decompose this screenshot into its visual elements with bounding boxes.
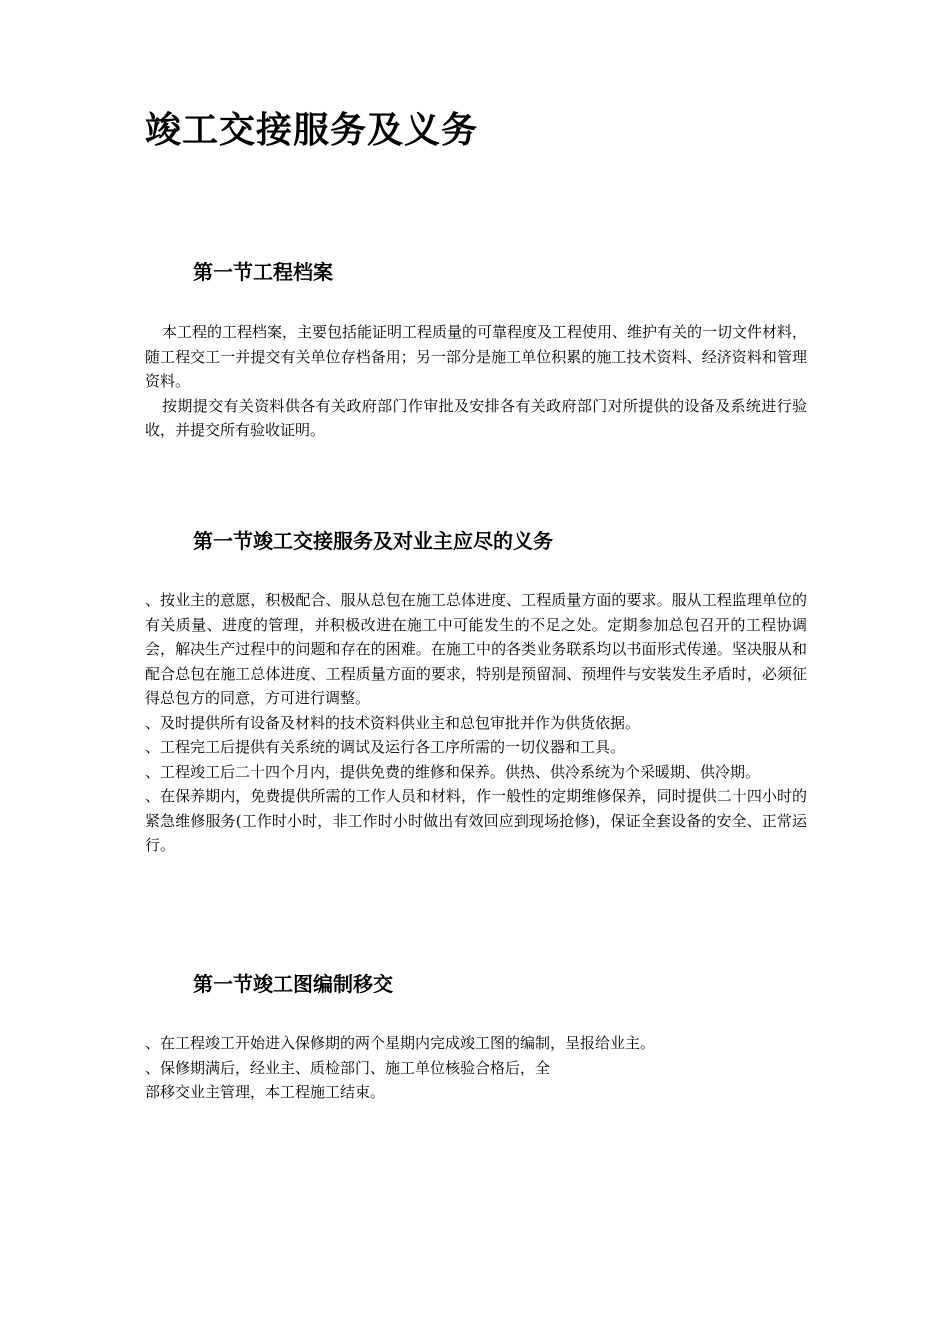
section-heading-as-built-drawings: 第一节竣工图编制移交	[193, 972, 393, 996]
list-item: 、及时提供所有设备及材料的技术资料供业主和总包审批并作为供货依据。	[145, 713, 641, 732]
list-item: 、工程竣工后二十四个月内，提供免费的维修和保养。供热、供冷系统为个采暖期、供冷期。	[145, 762, 761, 781]
section-body-handover-duties	[145, 588, 807, 858]
paragraph: 本工程的工程档案，主要包括能证明工程质量的可靠程度及工程使用、维护有关的一切文件材料，随工程交工一并提交有关单位存档备用；另一部分是施工单位积累的施工技术资料、经济资料和管理资料。	[145, 323, 808, 390]
list-item: 、保修期满后，经业主、质检部门、施工单位核验合格后，全	[145, 1058, 551, 1077]
list-item: 、在工程竣工开始进入保修期的两个星期内完成竣工图的编制，呈报给业主。	[145, 1034, 656, 1052]
list-item: 、按业主的意愿，积极配合、服从总包在施工总体进度、工程质量方面的要求。服从工程监理单位的有关质量、进度的管理，并积极改进在施工中可能发生的不足之处。定期参加总包召开的工程协调会，解决生产过程中的问题和存在的困难。在施工中的各类业务联系均以书面形式传递。坚决服从和配合总包在施工总体进度、工程质量方面的要求，特别是预留洞、预埋件与安装发生矛盾时，必须征得总包方的同意，方可进行调整。	[145, 591, 807, 707]
paragraph: 按期提交有关资料供各有关政府部门作审批及安排各有关政府部门对所提供的设备及系统进行验收，并提交所有验收证明。	[145, 396, 807, 439]
list-item: 、在保养期内，免费提供所需的工作人员和材料，作一般性的定期维修保养，同时提供二十四小时的紧急维修服务(工作时小时，非工作时小时做出有效回应到现场抢修)，保证全套设备的安全、正常运行。	[145, 787, 807, 854]
section-body-as-built-drawings	[145, 1031, 807, 1105]
section-body-archives	[145, 320, 807, 443]
document-title: 竣工交接服务及义务	[145, 109, 479, 151]
list-item: 、工程完工后提供有关系统的调试及运行各工序所需的一切仪器和工具。	[145, 738, 626, 756]
section-heading-handover-duties: 第一节竣工交接服务及对业主应尽的义务	[193, 529, 553, 553]
section-heading-archives: 第一节工程档案	[193, 260, 333, 284]
list-item: 部移交业主管理，本工程施工结束。	[145, 1083, 386, 1101]
